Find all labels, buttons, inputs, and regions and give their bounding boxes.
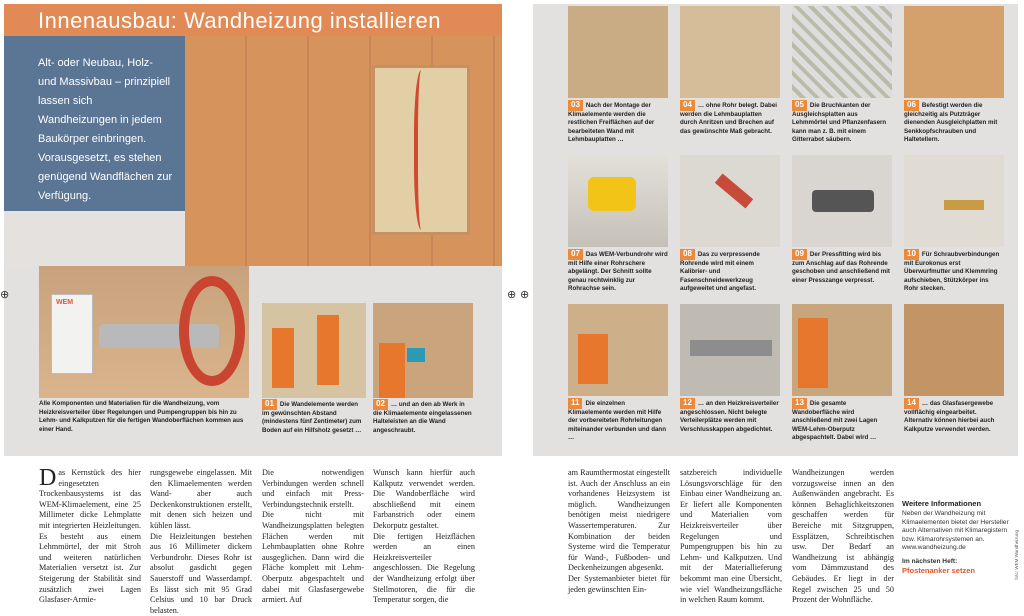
step-photo-11 [568,304,668,396]
step-photo-14 [904,304,1004,396]
caption-components: Alle Komponenten und Materialien für die Wandheizung, vom Heizkreisverteiler über Regelungen und Pumpengruppen bis hin zu Lehm- und Kalkputzen für die fertigen Wandoberflächen kommen aus einer Hand. [39,400,244,433]
step-photo-05 [792,6,892,98]
caption-12: 12 … an den Heizkreisverteiler angeschlossen. Nicht belegte Verteilerplätze werden mit Verschlusskappen abgedichtet. [680,398,779,433]
drop-cap: D [39,465,57,491]
body-column-1: Das Kernstück des hier eingesetzten Trockenbausystems ist das WEM-Klimaelement, eine 25 Millimeter dicke Lehmplatte mit integrierten Heizleitungen. Es besteht aus einem Lehmmörtel, der mit Stroh und weiteren natürlichen Materialien versetzt ist. Zur Steigerung der Stabilität sind zusätzlich zwei Lagen Glasfaser-Armie- [39,465,141,605]
crop-mark-icon: ⊕ [520,289,530,301]
body-column-4: Wunsch kann hierfür auch Kalkputz verwendet werden. Die Wandoberfläche wird abschließend mit einem Farbanstrich oder einem Dekorputz gestaltet. Die fertigen Heizflächen werden an einen Heizkreisverteiler angeschlossen. Die Regelung der Wandheizung erfolgt über Stellmotoren, die für die Temperatur sorgen, die [373,468,475,605]
caption-09: 09 Der Pressfitting wird bis zum Anschlag auf das Rohrende geschoben und anschließend mit einer Presszange verpresst. [792,249,890,284]
step-photo-01 [262,303,366,398]
crop-mark-icon: ⊕ [507,289,517,301]
step-photo-02 [373,303,473,398]
body-column-6: satzbereich individuelle Lösungsvorschläge für den Einbau einer Wandheizung an. Er liefert alle Komponenten und Materialien vom Heizkreisverteiler über Regelungen und Pumpengruppen bis hin zu Lehm- und Kalkputzen. Und mit der Materiallieferung bekommt man eine Übersicht, wie viel Wandheizungsfläche in welchen Raum kommt. [680,468,782,605]
step-photo-03 [568,6,668,98]
worker-figure [798,318,828,388]
body-column-5: am Raumthermostat eingestellt ist. Auch der Anschluss an ein vorhandenes Heizsystem ist möglich. Wandheizungen benötigen meist niedrigere Wassertemperaturen. Zur Kombination der beiden Systeme wird die Temperatur für Wand-, Fußboden- und Deckenheizungen abgesenkt. Der Systemanbieter bietet für jeden gewünschten Ein- [568,468,670,594]
press-tool [812,190,874,212]
caption-05: 05 Die Bruchkanten der Ausgleichsplatten aus Lehmmörtel und Pflanzenfasern kann man z. B. mit einem Gitterrabot säubern. [792,100,887,144]
components-photo [39,266,249,398]
step-photo-10 [904,155,1004,247]
step-photo-07 [568,155,668,247]
heating-pipe [414,70,432,230]
caption-01: 01 Die Wandelemente werden im gewünschten Abstand (mindestens fünf Zentimeter) zum Boden auf ein Hilfsholz gesetzt … [262,399,362,434]
next-issue-topic: Pfostenanker setzen [902,565,975,575]
worker-figure [272,328,294,388]
caption-07: 07 Das WEM-Verbundrohr wird mit Hilfe einer Rohrschere abgelängt. Der Schnitt sollte genau rechtwinklig zur Rohrachse sein. [568,249,668,293]
step-photo-08 [680,155,780,247]
caption-04: 04 … ohne Rohr belegt. Dabei werden die Lehmbauplatten durch Anritzen und Brechen auf das gewünschte Maß gebracht. [680,100,777,135]
crop-mark-icon: ⊕ [0,289,10,301]
caption-06: 06 Befestigt werden die gleichzeitig als Putzträger dienenden Ausgleichplatten mit Senkkopfschrauben und Haltetellern. [904,100,998,144]
step-photo-09 [792,155,892,247]
pipe-cutter [588,177,636,211]
step-photo-13 [792,304,892,396]
body-column-3: Die notwendigen Verbindungen werden schnell und einfach mit Press-Verbindungstechnik erstellt. Die nicht mit Wandheizungsplatten belegten Flächen werden mit Lehmbauplatten ohne Rohre ausgeglichen. Dann wird die Fläche komplett mit Lehm-Oberputz abgespachtelt und dabei mit Glasfasergewebe armiert. Auf [262,468,364,605]
wall-photo-lower [4,211,185,266]
page-title: Innenausbau: Wandheizung installieren [4,4,502,36]
caption-13: 13 Die gesamte Wandoberfläche wird anschließend mit zwei Lagen WEM-Lehm-Oberputz abgespachtelt. Dabei wird … [792,398,878,442]
caption-14: 14 … das Glasfasergewebe vollflächig eingearbeitet. Alternativ können hierbei auch Kalkputze verwendet werden. [904,398,995,433]
caption-11: 11 Die einzelnen Klimaelemente werden mit Hilfe der vorbereiteten Rohrleitungen miteinander verbunden und dann … [568,398,666,442]
manifold [690,340,772,356]
info-box [902,500,1017,575]
caption-02: 02 … und an den ab Werk in die Klimaelemente eingelassenen Halteleisten an die Wand angeschraubt. [373,399,472,434]
step-photo-12 [680,304,780,396]
info-text: Neben der Wandheizung mit Klimaelementen bietet der Hersteller auch Alternativen mit Klimaregistern bzw. Klimarohrsystemen an. www.wandheizung.de [902,510,1009,552]
fitting [944,200,984,210]
step-photo-06 [904,6,1004,98]
worker-figure [379,343,405,398]
pipe [715,174,753,209]
photo-credit: foto: WEM Wandheizung [1014,530,1019,580]
next-issue-label: Im nächsten Heft: [902,558,958,566]
worker-figure [317,315,339,385]
caption-03: 03 Nach der Montage der Klimaelemente werden die restlichen Freiflächen auf der bearbeiteten Wand mit Lehmbauplatten … [568,100,655,144]
caption-10: 10 Für Schraubverbindungen mit Eurokonus erst Überwurfmutter und Klemmring aufschieben, Stützkörper ins Rohr stecken. [904,249,1000,293]
intro-box: Alt- oder Neubau, Holz- und Massivbau – prinzipiell lassen sich Wandheizungen in jedem Baukörper einbringen. Vorausgesetzt, es stehen genügend Wandflächen zur Verfügung. [4,36,185,211]
worker-figure [578,334,608,384]
step-photo-04 [680,6,780,98]
caption-08: 08 Das zu verpressende Rohrende wird mit einem Kalibrier- und Fasenschneidewerkzeug aufgeweitet und angefast. [680,249,760,293]
info-heading: Weitere Informationen [902,499,982,508]
body-column-7: Wandheizungen werden vorzugsweise innen an den Außenwänden angebracht. Es können Behaglichkeitszonen geschaffen werden für Bereiche mit Sitzgruppen, Essplätzen, Schreibtischen usw. Der Bedarf an Wandheizung ist abhängig vom Dämmzustand des Gebäudes. Er liegt in der Regel zwischen 25 und 50 Prozent der Wohnfläche. [792,468,894,605]
pipe-coil [179,276,245,386]
bucket: WEM [51,294,93,374]
body-column-2: rungsgewebe eingelassen. Mit den Klimaelementen werden Wand- aber auch Deckenkonstruktionen erstellt, mit denen sich heizen und kühlen lässt. Die Heizleitungen bestehen aus 16 Millimeter dickem Verbundrohr. Dieses Rohr ist absolut gasdicht gegen Sauerstoff und Wasserdampf. Es lässt sich mit 95 Grad Celsius und 10 bar Druck belasten. [150,468,252,615]
drill [407,348,425,362]
